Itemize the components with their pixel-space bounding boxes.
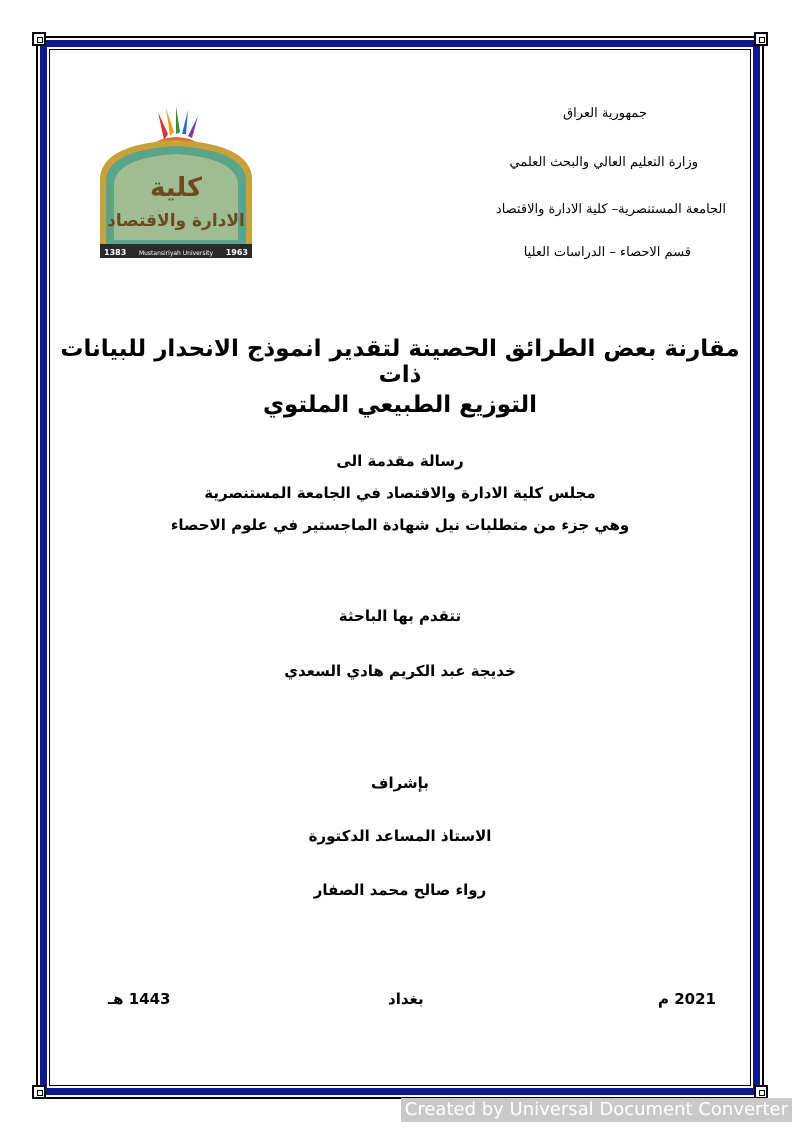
svg-text:الادارة والاقتصاد: الادارة والاقتصاد — [107, 211, 245, 231]
submission-line2: مجلس كلية الادارة والاقتصاد في الجامعة المستنصرية — [204, 484, 596, 502]
thesis-title-line2: التوزيع الطبيعي الملتوي — [262, 392, 538, 418]
author-name: خديجة عبد الكريم هادي السعدي — [284, 662, 516, 680]
header-ministry: وزارة التعليم العالي والبحث العلمي — [509, 155, 698, 170]
watermark: Created by Universal Document Converter — [401, 1098, 792, 1122]
author-label: تتقدم بها الباحثة — [338, 607, 462, 625]
supervisor-name: رواء صالح محمد الصفار — [313, 881, 487, 899]
svg-text:1963: 1963 — [225, 248, 248, 257]
corner-ornament-bottom-left — [32, 1085, 46, 1099]
corner-ornament-top-right — [754, 32, 768, 46]
college-logo — [96, 104, 256, 266]
svg-text:Mustansiriyah University: Mustansiriyah University — [138, 250, 214, 257]
header-department: قسم الاحصاء – الدراسات العليا — [523, 245, 691, 260]
supervisor-title: الاستاذ المساعد الدكتورة — [308, 827, 492, 845]
footer-city: بغداد — [388, 990, 424, 1008]
header-country: جمهورية العراق — [563, 106, 647, 121]
supervisor-label: بإشراف — [371, 774, 429, 792]
corner-ornament-top-left — [32, 32, 46, 46]
corner-ornament-bottom-right — [754, 1085, 768, 1099]
logo-book-icon — [152, 106, 200, 144]
header-university: الجامعة المستنصرية– كلية الادارة والاقتصاد — [495, 202, 726, 217]
submission-line1: رسالة مقدمة الى — [336, 452, 464, 470]
footer-year-ah: 1443 هـ — [108, 990, 171, 1008]
logo-arabic-text: كلية — [149, 173, 203, 203]
svg-text:1383: 1383 — [104, 248, 127, 257]
thesis-title-line1: مقارنة بعض الطرائق الحصينة لتقدير انموذج الانحدار للبيانات ذات — [60, 336, 740, 388]
footer-year-ad: 2021 م — [658, 990, 716, 1008]
submission-line3: وهي جزء من متطلبات نيل شهادة الماجستير في علوم الاحصاء — [170, 516, 630, 534]
